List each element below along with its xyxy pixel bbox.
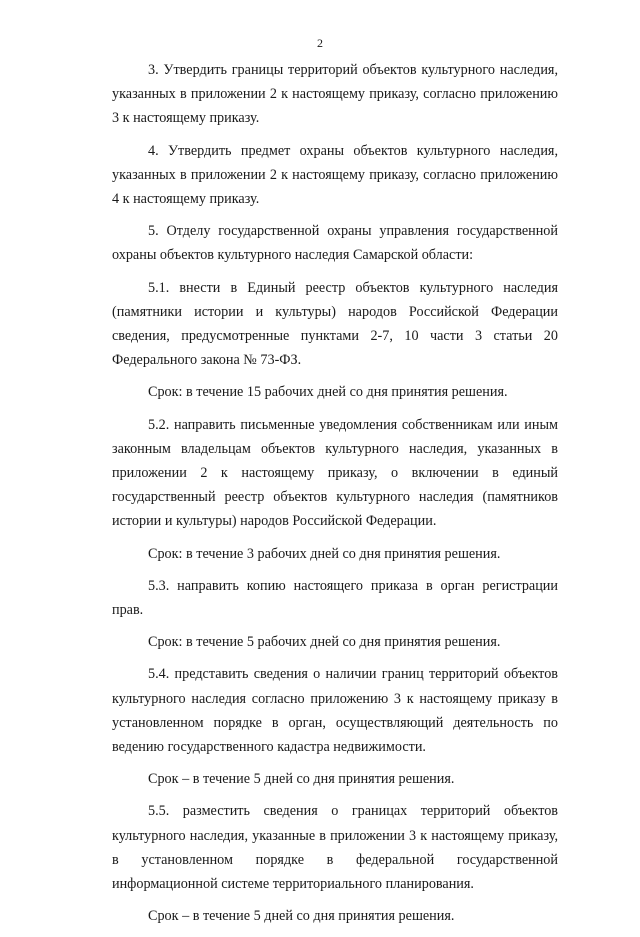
document-body (112, 58, 558, 937)
paragraph-item-5-4: 5.4. представить сведения о наличии границ территорий объектов культурного наследия согласно приложению 3 к настоящему приказу в установленном порядке в орган, осуществляющий деятельность по ведению государственного кадастра недвижимости. (112, 666, 558, 756)
deadline-5-2: Срок: в течение 3 рабочих дней со дня принятия решения. (148, 545, 501, 562)
paragraph-item-3: 3. Утвердить границы территорий объектов культурного наследия, указанных в приложении 2 к настоящему приказу, согласно приложению 3 к настоящему приказу. (112, 62, 558, 127)
paragraph-item-5-2: 5.2. направить письменные уведомления собственникам или иным законным владельцам объектов культурного наследия, указанных в приложении 2 к настоящему приказу, о включении в единый государственный реестр объектов культурного наследия (памятников истории и культуры) народов Российской Федерации. (112, 416, 558, 530)
paragraph-item-5-5: 5.5. разместить сведения о границах территорий объектов культурного наследия, указанные в приложении 3 к настоящему приказу, в установленном порядке в федеральной государственной информационной системе территориального планирования. (112, 803, 558, 893)
paragraph-item-5: 5. Отделу государственной охраны управления государственной охраны объектов культурного наследия Самарской области: (112, 223, 558, 264)
deadline-5-4: Срок – в течение 5 дней со дня принятия решения. (148, 771, 455, 788)
paragraph-item-5-1: 5.1. внести в Единый реестр объектов культурного наследия (памятники истории и культуры) народов Российской Федерации сведения, предусмотренные пунктами 2-7, 10 части 3 статьи 20 Федерального закона № 73-ФЗ. (112, 279, 558, 369)
deadline-5-1: Срок: в течение 15 рабочих дней со дня принятия решения. (148, 384, 508, 401)
paragraph-item-5-3: 5.3. направить копию настоящего приказа в орган регистрации прав. (112, 577, 558, 619)
deadline-5-3: Срок: в течение 5 рабочих дней со дня принятия решения. (148, 634, 501, 651)
page-number: 2 (317, 36, 323, 50)
deadline-5-5: Срок – в течение 5 дней со дня принятия решения. (148, 908, 455, 925)
paragraph-item-4: 4. Утвердить предмет охраны объектов культурного наследия, указанных в приложении 2 к настоящему приказу, согласно приложению 4 к настоящему приказу. (112, 142, 558, 208)
